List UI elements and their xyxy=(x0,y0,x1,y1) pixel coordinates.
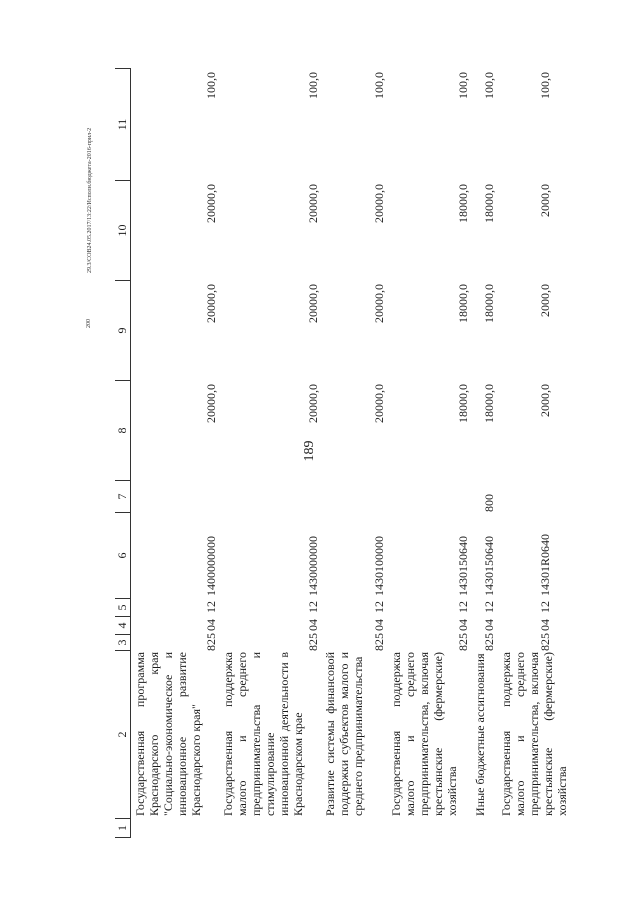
cell-col-6: 1430150640 xyxy=(456,535,470,596)
cell-col-5: 12 xyxy=(456,600,470,613)
column-header: 1 xyxy=(115,818,130,838)
cell-col-8: 20000,0 xyxy=(306,383,320,423)
row-description: Государственная поддержка малого и среднего предпринимательства, включая крестьянские (фермерские) хозяйства xyxy=(499,651,569,816)
cell-col-3: 825 xyxy=(306,632,320,651)
cell-col-5: 12 xyxy=(372,600,386,613)
cell-col-7 xyxy=(387,480,471,512)
cell-col-10: 20000,0 xyxy=(306,183,320,223)
cell-col-11: 100,0 xyxy=(456,71,470,99)
column-header: 3 xyxy=(115,634,130,650)
row-description: Государственная поддержка малого и среднего предпринимательства, включая крестьянские (фермерские) хозяйства xyxy=(389,651,459,816)
cell-col-6: 1430150640 xyxy=(482,535,496,596)
cell-col-6: 1430000000 xyxy=(306,535,320,596)
cell-col-10: 18000,0 xyxy=(456,183,470,223)
cell-col-11: 100,0 xyxy=(306,71,320,99)
cell-col-4: 04 xyxy=(456,618,470,631)
cell-col-7 xyxy=(219,480,321,512)
cell-col-4: 04 xyxy=(306,618,320,631)
row-description: Государственная программа Краснодарского края "Социально-экономическое и инновационное развитие Краснодарского края" xyxy=(133,651,203,816)
cell-col-4: 04 xyxy=(204,618,218,631)
row-description: Иные бюджетные ассигнования xyxy=(473,653,487,816)
column-header: 4 xyxy=(115,616,130,634)
cell-col-5: 12 xyxy=(204,600,218,613)
footer-mark: 200 xyxy=(86,318,92,328)
table-row xyxy=(387,68,471,838)
cell-col-3: 825 xyxy=(456,632,470,651)
table-row xyxy=(497,68,569,838)
cell-col-8: 18000,0 xyxy=(456,383,470,423)
cell-col-4: 04 xyxy=(372,618,386,631)
cell-col-6: 1430100000 xyxy=(372,535,386,596)
table-row xyxy=(321,68,387,838)
cell-col-9: 20000,0 xyxy=(306,283,320,323)
row-description: Развитие системы финансовой поддержки субъектов малого и среднего предпринимательства xyxy=(323,651,365,816)
column-header: 5 xyxy=(115,598,130,616)
table-row xyxy=(219,68,321,838)
cell-col-8: 18000,0 xyxy=(482,383,496,423)
cell-col-5: 12 xyxy=(482,600,496,613)
column-header: 11 xyxy=(115,68,130,180)
column-header: 10 xyxy=(115,180,130,280)
cell-col-7: 800 xyxy=(482,493,496,512)
cell-col-4: 04 xyxy=(482,618,496,631)
budget-table xyxy=(115,68,569,838)
cell-col-11: 100,0 xyxy=(538,71,552,99)
cell-col-3: 825 xyxy=(482,632,496,651)
column-header: 6 xyxy=(115,512,130,598)
rotated-page xyxy=(85,68,569,838)
cell-col-9: 20000,0 xyxy=(372,283,386,323)
cell-col-3: 825 xyxy=(372,632,386,651)
cell-col-10: 18000,0 xyxy=(482,183,496,223)
cell-col-7 xyxy=(497,480,553,512)
cell-col-11: 100,0 xyxy=(372,71,386,99)
table-row xyxy=(471,68,497,838)
column-header: 9 xyxy=(115,280,130,380)
cell-col-11: 100,0 xyxy=(204,71,218,99)
column-header: 7 xyxy=(115,480,130,512)
cell-col-9: 20000,0 xyxy=(204,283,218,323)
cell-col-9: 18000,0 xyxy=(456,283,470,323)
cell-col-8: 20000,0 xyxy=(204,383,218,423)
cell-col-6: 14301R0640 xyxy=(538,533,552,596)
cell-col-8: 2000,0 xyxy=(538,383,552,417)
cell-col-10: 2000,0 xyxy=(538,183,552,217)
column-header: 8 xyxy=(115,380,130,480)
cell-col-5: 12 xyxy=(538,600,552,613)
table-header-row xyxy=(115,68,131,838)
row-description: Государственная поддержка малого и среднего предпринимательства и стимулирование инновационной деятельности в Краснодарском крае xyxy=(221,651,305,816)
cell-col-6: 1400000000 xyxy=(204,535,218,596)
cell-col-10: 20000,0 xyxy=(204,183,218,223)
cell-col-8: 20000,0 xyxy=(372,383,386,423)
column-header: 2 xyxy=(115,650,130,818)
cell-col-7 xyxy=(131,480,219,512)
cell-col-3: 825 xyxy=(204,632,218,651)
cell-col-9: 2000,0 xyxy=(538,283,552,317)
cell-col-5: 12 xyxy=(306,600,320,613)
cell-col-10: 20000,0 xyxy=(372,183,386,223)
side-note: 29.3/СОВ24.05.2017/13:22/Исполн.бюджета-2016-прил-2 xyxy=(87,127,93,273)
cell-col-3: 825 xyxy=(538,632,552,651)
page-number: 189 xyxy=(302,440,317,462)
cell-col-7 xyxy=(321,480,387,512)
cell-col-4: 04 xyxy=(538,618,552,631)
cell-col-11: 100,0 xyxy=(482,71,496,99)
cell-col-9: 18000,0 xyxy=(482,283,496,323)
table-row xyxy=(131,68,219,838)
